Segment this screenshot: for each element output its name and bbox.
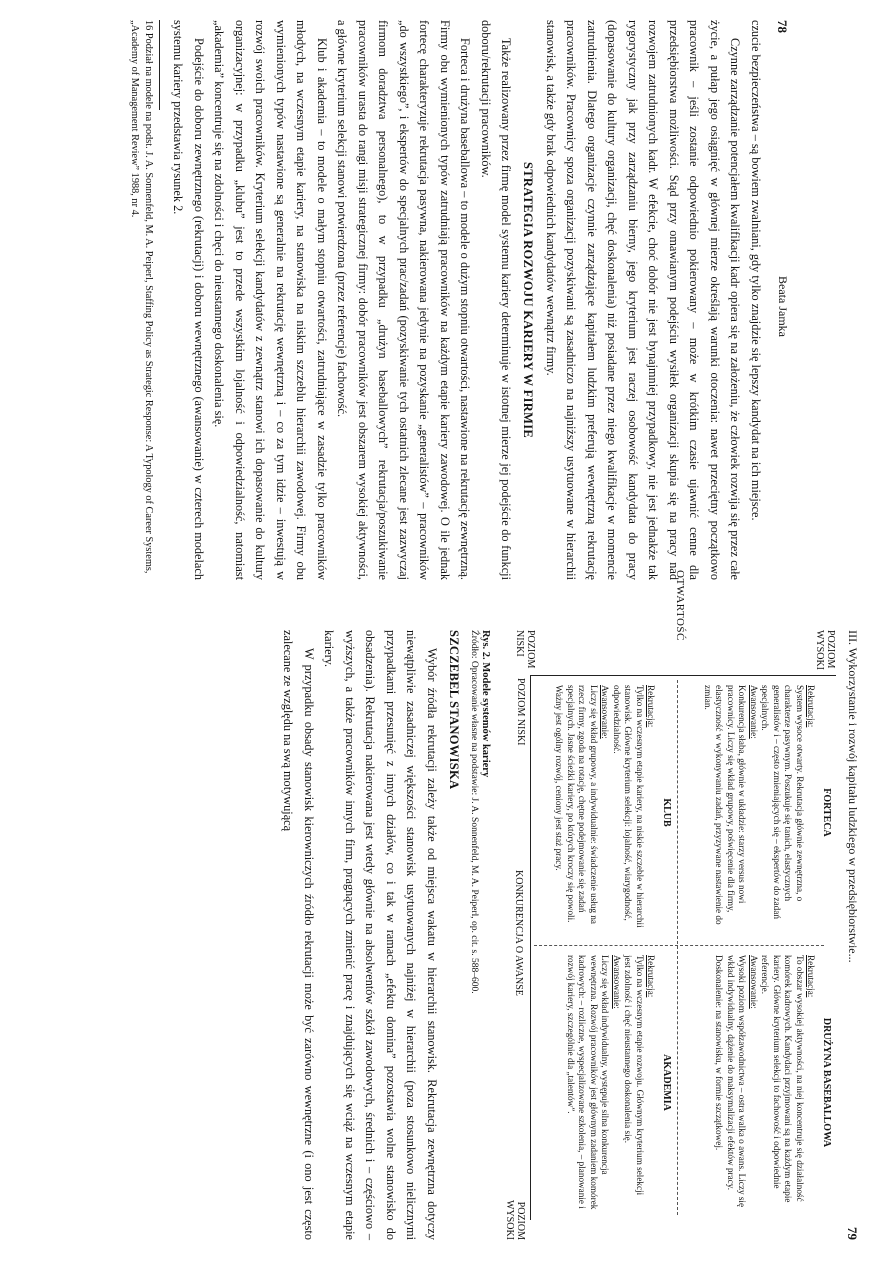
quadrant-title: KLUB bbox=[661, 798, 672, 827]
page-79-content bbox=[278, 570, 860, 1240]
promotion-text: Wysoki poziom współzawodnictwa – ostra walka o awans. Liczy się wkład indywidualny, dążenie do maksymalizacji efektów pracy. Doskonalenie: na stanowisku, w formie szczątkowej. bbox=[714, 955, 748, 1208]
quadrant-akademia bbox=[565, 955, 673, 1210]
paragraph-forteca: Forteca i drużyna baseballowa – to modele o dużym stopniu otwartości, nastawione na rekrutację zewnętrzną. Firmy obu wymienionych typów zatrudniają pracowników na każdym etapie kariery zawodowej. O ile jednak fortecę charakteryzuje rekrutacja pasywna, nakierowana jedynie na pozyskanie „generalistów” – pracowników „do wszystkiego”, i ekspertów do specjalnych prac/zadań (pozyskiwanie tych ostatnich zlecane jest zazwyczaj firmom doradztwa personalnego), to w przypadku „drużyn baseballowych” rekrutacja/poszukiwanie pracowników urasta do rangi misji strategicznej firmy: dobór pracowników jest obszarem wysokiej aktywności, a główne kryterium selekcji stanowi potwierdzona (przez referencje) fachowość. bbox=[335, 20, 473, 580]
promotion-label: Awansowanie: bbox=[749, 955, 759, 1009]
page-78-content bbox=[127, 20, 790, 580]
y-axis-title: OTWARTOŚĆ bbox=[674, 570, 686, 641]
quadrant-klub bbox=[553, 685, 672, 940]
recruitment-label: Rekrutacja: bbox=[806, 955, 817, 998]
page-79 bbox=[0, 570, 893, 1263]
page-78 bbox=[0, 0, 893, 600]
section-heading-szczebel: SZCZEBEL STANOWISKA bbox=[447, 630, 461, 790]
recruitment-text: System wysoce otwarty. Rekrutacja głównie zewnętrzna, o charakterze pasywnym. Poszukuje się tanich, elastycznych generalistów i – często zmieniających się – ekspertów do zadań specjalnych. bbox=[760, 685, 805, 919]
promotion-text: Liczy się wkład indywidualny, występuje silna konkurencja wewnętrzna. Rozwój pracowników jest głównym zadaniem komórek kadrowych: – rozliczne, wyspecjalizowane szkolenia, – planowanie i rozwój kariery, szczególnie dla „talentów”. bbox=[566, 955, 611, 1210]
footnote-rule bbox=[159, 20, 160, 110]
paragraph-klub: Klub i akademia – to modele o małym stopniu otwartości, zatrudniające w zasadzie tylko pracowników młodych, na wczesnym etapie kariery, na stanowiska na niskim szczeblu hierarchii zawodowej. Firmy obu wymienionych typów nastawione są generalnie na rekrutację wewnętrzną i – co za tym idzie – inwestują w rozwój swoich pracowników. Kryterium selekcji kandydatów z zewnątrz stanowi ich dopasowanie do kultury organizacyjnej: w przypadku „klubu” jest to przede wszystkim lojalność i odpowiedzialność, natomiast „akademia” koncentruje się na zdolności i chęci do nieustannego doskonalenia się. bbox=[212, 20, 329, 580]
x-axis-low-label: POZIOM NISKI bbox=[515, 678, 526, 746]
x-axis-title: KONKURENCJA O AWANSE bbox=[513, 870, 524, 996]
promotion-text: Liczy się wkład grupowy, a indywidualnie: świadczenie usług na rzecz firmy, zgoda na rotację, chętne podejmowanie się zadań specjalnych. Jasne ścieżki kariery, po których kroczy się powoli. Ważny jest ogólny rozwój, ceniony jest staż pracy. bbox=[554, 685, 599, 924]
paragraph-wybor: Wybór źródła rekrutacji zależy także od miejsca wakatu w hierarchii stanowisk. Rekrutacja zewnętrzna dotyczy niewątpliwie zasadniczej większości stanowisk usytuowanych najniżej w hierarchii (poza stosunkowo nielicznymi przypadkami przesunięć z innych działów, co i tak w ramach „efektu domina” pozostawia wolne stanowisko do obsadzenia). Rekrutacja nakierowana jest wtedy głównie na absolwentów szkół zawodowych, średnich i – częściowo – wyższych, a także pracowników innych firm, pragnących zmienić pracę i znajdujących się wciąż na wczesnym etapie kariery. bbox=[322, 630, 439, 1240]
section-heading-strategia: STRATEGIA ROZWOJU KARIERY W FIRMIE bbox=[521, 161, 536, 438]
figure-caption bbox=[479, 630, 492, 1240]
x-axis-line bbox=[530, 675, 531, 1220]
recruitment-text: Tylko na wczesnym etapie rozwoju. Głównym kryterium selekcji jest zdolność i chęć nieustannego doskonalenia się. bbox=[623, 955, 645, 1196]
page-number: 78 bbox=[775, 20, 790, 33]
x-axis-high-label: POZIOM WYSOKI bbox=[504, 1200, 526, 1240]
figure-caption-title: Modele systemów kariery bbox=[480, 662, 491, 778]
career-models-figure bbox=[504, 570, 836, 1240]
running-head-author: Beata Jamka bbox=[776, 276, 790, 337]
paragraph-takze: Także realizowany przez firmę model systemu kariery determinuje w istotnej mierze jej podejście do funkcji doboru/rekrutacji pracowników. bbox=[479, 20, 514, 580]
quadrant-divider-vertical bbox=[534, 945, 824, 946]
page-number: 79 bbox=[845, 1227, 860, 1240]
figure-caption-label: Rys. 2. bbox=[480, 630, 491, 660]
y-axis-low-label: POZIOM NISKI bbox=[514, 630, 536, 669]
quadrant-forteca bbox=[702, 685, 833, 940]
running-head-chapter: III. Wykorzystanie i rozwój kapitału ludzkiego w przedsiębiorstwie... bbox=[846, 630, 860, 963]
quadrant-druzyna-baseballowa bbox=[713, 955, 832, 1210]
recruitment-label: Rekrutacja: bbox=[646, 685, 657, 728]
running-head bbox=[844, 630, 860, 1240]
promotion-label: Awansowanie: bbox=[612, 955, 622, 1009]
y-axis-high-label: POZIOM WYSOKI bbox=[814, 630, 836, 670]
promotion-text: Konkurencja słaba, głównie w układzie: starzy versus nowi pracownicy. Liczy się wkład grupowy, poświęcenie dla firmy, elastyczność w wykonywaniu zadań, przyzywane nastawienie do zmian. bbox=[703, 685, 748, 925]
quadrant-title: AKADEMIA bbox=[661, 1054, 672, 1111]
running-head bbox=[774, 20, 790, 580]
promotion-label: Awansowanie: bbox=[600, 685, 611, 739]
y-axis-line bbox=[531, 675, 836, 676]
paragraph-czynne: Czynne zarządzanie potencjałem kwalifikacji kadr opiera się na założeniu, że człowiek rozwija się przez całe życie, a pułap jego osiągnięć w głównej mierze określają warunki otoczenia: nawet przeciętny początkowo pracownik – jeśli zostanie odpowiednio pokierowany – może w krótkim czasie ujawnić cenne dla przedsiębiorstwa możliwości. Stąd przy omawianym podejściu wysiłek organizacji skupia się na pracy nad rozwojem zatrudnionych kadr. W efekcie, choć dobór nie jest bynajmniej przypadkowy, nie jest jednakże tak rygorystyczny jak przy zarządzaniu bierny, jego kryterium jest raczej osobowość kandydata do pracy (dopasowanie do kultury organizacji, chęć doskonalenia) niż posiadane przez niego kwalifikacje w momencie zatrudnienia. Dlatego organizacje czynnie zarządzające kapitałem ludzkim preferują wewnętrzną rekrutację pracowników. Pracownicy spoza organizacji pozyskiwani są zasadniczo na najniższy usytuowane w hierarchii stanowisk, a także gdy brak odpowiednich kandydatów wewnątrz firmy. bbox=[544, 20, 743, 580]
recruitment-text: To obszar wysokiej aktywności, na niej koncentruje się działalność komórek kadrowych. Kandydaci przyjmowani są na każdym etapie kariery. Główne kryterium selekcji to fachowość i odpowiednie referencje. bbox=[760, 955, 805, 1203]
recruitment-label: Rekrutacja: bbox=[806, 685, 817, 728]
promotion-label: Awansowanie: bbox=[749, 685, 759, 739]
quadrant-title: DRUŻYNA BASEBALLOWA bbox=[821, 1017, 832, 1148]
quadrant-divider-horizontal bbox=[677, 680, 678, 1215]
footnote: 16 Podział na modele na podst. J. A. Sonnenfeld, M. A. Peiperl, Staffing Policy as Strategic Response: A Typology of Career Systems, „Academy of Management Review” 1988, nr 4. bbox=[129, 20, 154, 574]
quadrant-title: FORTECA bbox=[821, 788, 832, 837]
paragraph-podejscie: Podejście do doboru zewnętrznego (rekrutacji) i doboru wewnętrznego (awansowanie) w czterech modelach systemu kariery przedstawia rysunek 2. bbox=[171, 20, 206, 580]
paragraph-intro: czucie bezpieczeństwa – są bowiem zwalniani, gdy tylko znajdzie się lepszy kandydat na ich miejsce. bbox=[749, 20, 763, 521]
paragraph-w-przypadku: W przypadku obsady stanowisk kierowniczych źródło rekrutacji może być zarówno wewnętrzne (i ono jest często zalecane ze względu na swą motywującą bbox=[281, 630, 316, 1240]
figure-source: Źródło: Opracowanie własne na podstawie: J. A. Sonnenfeld, M. A. Peiperl, op. cit. s. 588–600. bbox=[469, 630, 479, 994]
recruitment-text: Tylko na wczesnym etapie kariery, na niskie szczeble w hierarchii stanowisk. Główne kryterium selekcji: lojalność, wiarygodność, odpowiedzialność. bbox=[612, 685, 645, 928]
recruitment-label: Rekrutacja: bbox=[646, 955, 657, 998]
